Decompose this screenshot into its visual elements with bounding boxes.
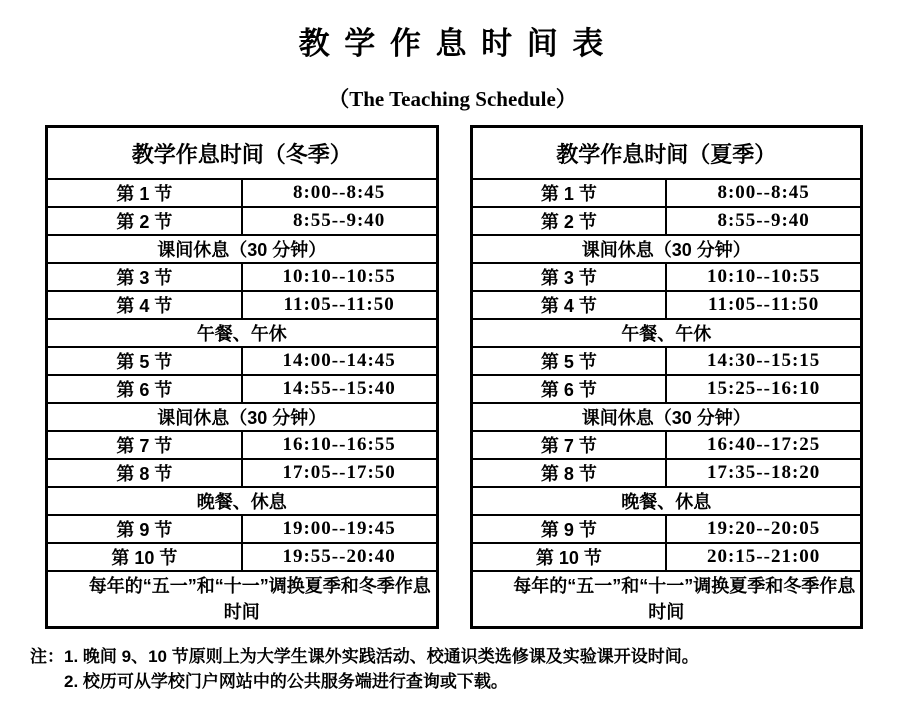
session-time: 8:55--9:40	[242, 207, 437, 235]
break-label: 晚餐、休息	[47, 487, 438, 515]
break-row	[471, 403, 862, 431]
session-label: 第 9 节	[471, 515, 666, 543]
session-time: 16:10--16:55	[242, 431, 437, 459]
session-row	[471, 263, 862, 291]
session-time: 11:05--11:50	[242, 291, 437, 319]
session-label: 第 3 节	[471, 263, 666, 291]
break-row	[47, 235, 438, 263]
session-label: 第 2 节	[47, 207, 242, 235]
session-row	[471, 347, 862, 375]
table-footer-row	[471, 571, 862, 628]
session-row	[47, 543, 438, 571]
session-label: 第 10 节	[471, 543, 666, 571]
session-label: 第 6 节	[471, 375, 666, 403]
summer-table-body	[471, 179, 862, 571]
session-time: 14:55--15:40	[242, 375, 437, 403]
session-label: 第 1 节	[47, 179, 242, 207]
winter-table-footnote: 每年的“五一”和“十一”调换夏季和冬季作息时间	[47, 571, 438, 628]
session-row	[47, 179, 438, 207]
summer-table-footnote: 每年的“五一”和“十一”调换夏季和冬季作息时间	[471, 571, 862, 628]
break-row	[471, 319, 862, 347]
session-row	[471, 375, 862, 403]
table-footer-row	[47, 571, 438, 628]
session-time: 10:10--10:55	[242, 263, 437, 291]
note-line-2: 2. 校历可从学校门户网站中的公共服务端进行查询或下载。	[64, 672, 508, 691]
session-label: 第 10 节	[47, 543, 242, 571]
session-row	[471, 515, 862, 543]
break-row	[47, 403, 438, 431]
break-row	[47, 487, 438, 515]
notes	[30, 644, 895, 694]
break-label: 午餐、午休	[471, 319, 862, 347]
table-header-row	[471, 127, 862, 180]
session-row	[47, 431, 438, 459]
session-time: 14:00--14:45	[242, 347, 437, 375]
schedule-tables	[45, 125, 863, 629]
break-label: 晚餐、休息	[471, 487, 862, 515]
session-time: 17:35--18:20	[666, 459, 861, 487]
session-time: 20:15--21:00	[666, 543, 861, 571]
session-label: 第 7 节	[471, 431, 666, 459]
summer-schedule-table	[470, 125, 864, 629]
session-label: 第 1 节	[471, 179, 666, 207]
session-row	[47, 291, 438, 319]
session-time: 8:55--9:40	[666, 207, 861, 235]
session-time: 16:40--17:25	[666, 431, 861, 459]
session-time: 11:05--11:50	[666, 291, 861, 319]
break-label: 课间休息（30 分钟）	[47, 235, 438, 263]
session-row	[471, 431, 862, 459]
session-time: 19:20--20:05	[666, 515, 861, 543]
break-label: 课间休息（30 分钟）	[471, 403, 862, 431]
winter-schedule-table	[45, 125, 439, 629]
session-row	[471, 543, 862, 571]
break-row	[471, 235, 862, 263]
session-row	[471, 179, 862, 207]
winter-table-body	[47, 179, 438, 571]
session-label: 第 5 节	[47, 347, 242, 375]
session-time: 10:10--10:55	[666, 263, 861, 291]
winter-table-title: 教学作息时间（冬季）	[47, 127, 438, 180]
notes-items	[64, 644, 895, 694]
session-label: 第 5 节	[471, 347, 666, 375]
session-time: 15:25--16:10	[666, 375, 861, 403]
session-label: 第 3 节	[47, 263, 242, 291]
session-row	[471, 459, 862, 487]
session-label: 第 4 节	[471, 291, 666, 319]
break-row	[47, 319, 438, 347]
session-row	[47, 207, 438, 235]
session-row	[471, 291, 862, 319]
session-time: 19:55--20:40	[242, 543, 437, 571]
session-label: 第 6 节	[47, 375, 242, 403]
break-label: 午餐、午休	[47, 319, 438, 347]
page-subtitle: （The Teaching Schedule）	[328, 87, 577, 111]
session-label: 第 7 节	[47, 431, 242, 459]
session-time: 17:05--17:50	[242, 459, 437, 487]
session-label: 第 8 节	[471, 459, 666, 487]
page-title: 教 学 作 息 时 间 表	[298, 26, 607, 61]
notes-prefix: 注：	[30, 647, 64, 666]
session-label: 第 4 节	[47, 291, 242, 319]
note-line-1: 1. 晚间 9、10 节原则上为大学生课外实践活动、校通识类选修课及实验课开设时间。	[64, 647, 699, 666]
break-label: 课间休息（30 分钟）	[471, 235, 862, 263]
session-row	[47, 459, 438, 487]
break-row	[471, 487, 862, 515]
session-time: 19:00--19:45	[242, 515, 437, 543]
session-row	[47, 515, 438, 543]
session-row	[47, 347, 438, 375]
session-row	[471, 207, 862, 235]
session-time: 14:30--15:15	[666, 347, 861, 375]
session-row	[47, 375, 438, 403]
summer-table-title: 教学作息时间（夏季）	[471, 127, 862, 180]
session-label: 第 9 节	[47, 515, 242, 543]
session-row	[47, 263, 438, 291]
table-header-row	[47, 127, 438, 180]
session-time: 8:00--8:45	[666, 179, 861, 207]
session-label: 第 2 节	[471, 207, 666, 235]
session-label: 第 8 节	[47, 459, 242, 487]
break-label: 课间休息（30 分钟）	[47, 403, 438, 431]
session-time: 8:00--8:45	[242, 179, 437, 207]
